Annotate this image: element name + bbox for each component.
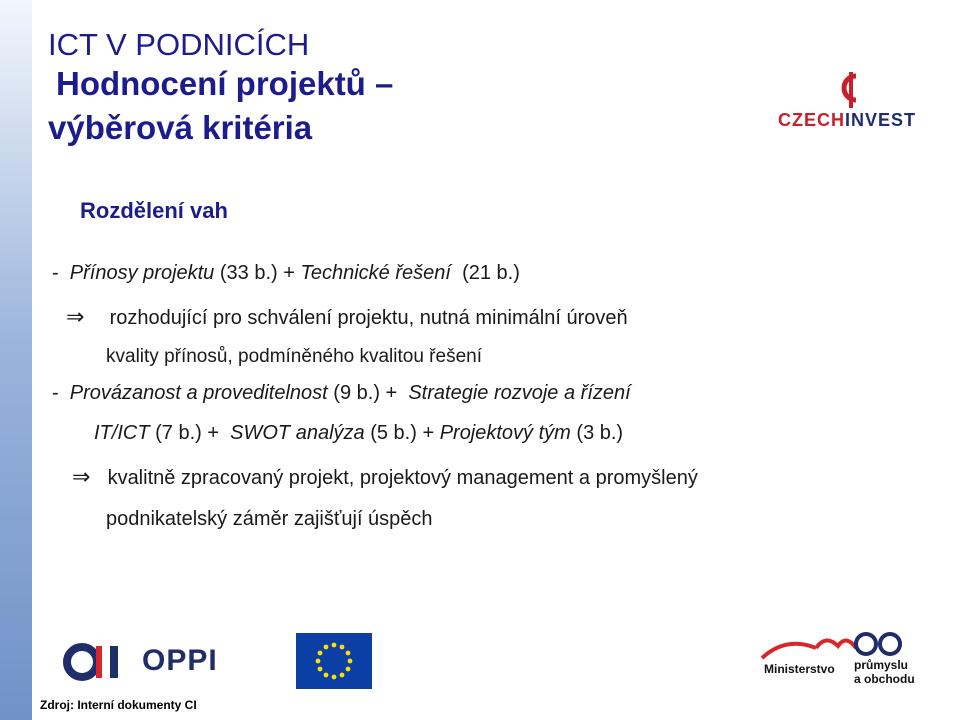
- criteria-line-2b: [94, 422, 623, 445]
- list-dash: -: [52, 382, 59, 404]
- slide-title-line2: výběrová kritéria: [48, 109, 313, 146]
- slide-title: [48, 62, 393, 150]
- criterion-technical: Technické řešení: [300, 262, 451, 284]
- czechinvest-logo: [776, 70, 926, 130]
- criteria-line-2: [52, 382, 631, 405]
- criterion-benefits-points: (33 b.) +: [219, 262, 295, 284]
- implication-line-2: [72, 464, 698, 490]
- criterion-swot-points: (5 b.) +: [370, 422, 435, 444]
- criterion-benefits: Přínosy projektu: [69, 262, 215, 284]
- criterion-it-ict-points: (7 b.) +: [155, 422, 220, 444]
- mpo-logo: [756, 628, 926, 698]
- mpo-logo-mark: [756, 628, 926, 662]
- source-note: Zdroj: Interní dokumenty CI: [40, 698, 197, 712]
- czechinvest-wordmark-czech: CZECH: [778, 110, 845, 130]
- double-right-arrow-icon: ⇒: [66, 304, 85, 329]
- mpo-logo-text-2a: průmyslu: [854, 658, 909, 672]
- slide-title-line1: Hodnocení projektů –: [56, 65, 394, 102]
- double-right-arrow-icon: ⇒: [72, 464, 91, 489]
- czechinvest-logo-mark: [834, 70, 868, 110]
- criterion-team-points: (3 b.): [576, 422, 624, 444]
- oppi-logo-mark: [62, 638, 134, 686]
- implication-1-text: rozhodující pro schválení projektu, nutná minimální úroveň: [109, 307, 628, 329]
- list-dash: -: [52, 262, 59, 284]
- criteria-line-1: [52, 262, 520, 285]
- mpo-logo-text-2b: a obchodu: [854, 672, 915, 686]
- oppi-logo: [62, 638, 228, 686]
- czechinvest-wordmark-invest: INVEST: [845, 110, 917, 130]
- criterion-it-ict: IT/ICT: [94, 422, 150, 444]
- section-heading: Rozdělení vah: [80, 198, 228, 223]
- criterion-swot: SWOT analýza: [230, 422, 365, 444]
- implication-line-1b: kvality přínosů, podmíněného kvalitou řešení: [106, 346, 482, 367]
- criterion-feasibility-points: (9 b.) +: [333, 382, 398, 404]
- implication-2-text: kvalitně zpracovaný projekt, projektový management a promyšlený: [107, 467, 698, 489]
- czechinvest-wordmark: [778, 110, 916, 131]
- eu-stars-icon: [296, 633, 372, 689]
- oppi-logo-text: OPPI: [142, 644, 218, 677]
- implication-line-1: [66, 304, 628, 330]
- criterion-strategy: Strategie rozvoje a řízení: [408, 382, 631, 404]
- criterion-technical-points: (21 b.): [462, 262, 520, 284]
- criterion-team: Projektový tým: [439, 422, 571, 444]
- mpo-logo-text-2: [854, 658, 915, 686]
- title-block: [48, 28, 393, 150]
- left-decorative-bar: [0, 0, 32, 720]
- slide-supertitle: ICT V PODNICÍCH: [48, 27, 310, 62]
- eu-flag: [296, 633, 372, 689]
- implication-line-2b: podnikatelský záměr zajišťují úspěch: [106, 508, 433, 530]
- criterion-feasibility: Provázanost a proveditelnost: [69, 382, 328, 404]
- mpo-logo-text-1: Ministerstvo: [764, 662, 835, 676]
